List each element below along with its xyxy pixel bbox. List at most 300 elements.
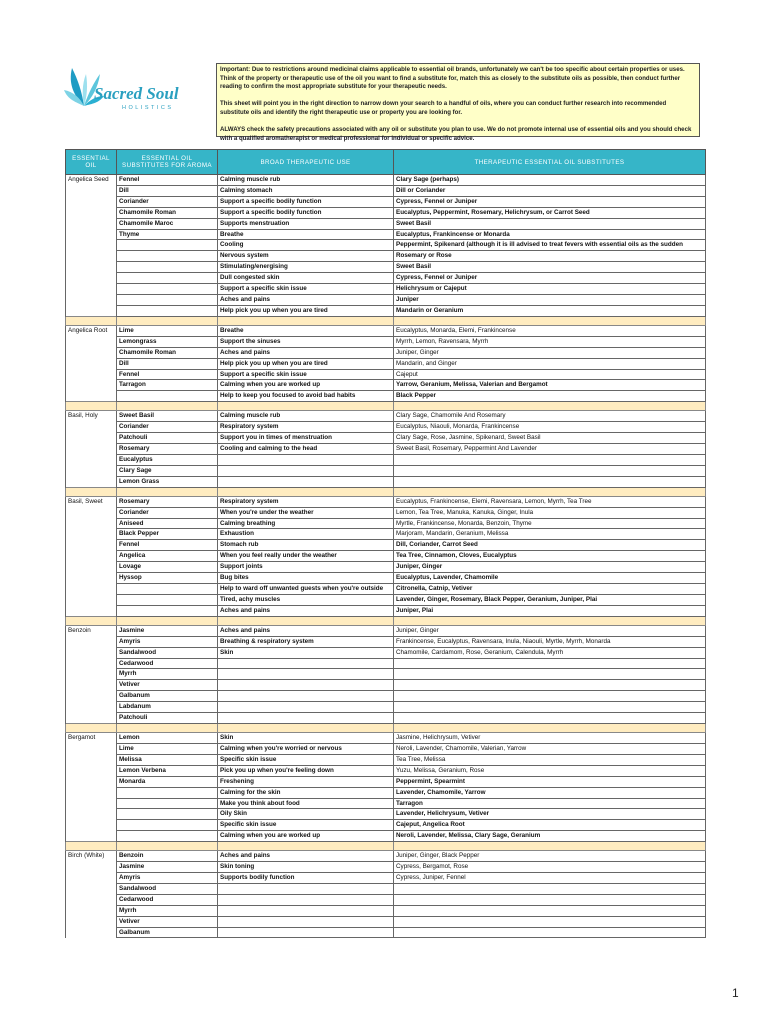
table-row [66, 702, 706, 713]
table-row [66, 809, 706, 820]
aroma-substitute-cell: Chamomile Roman [117, 207, 218, 218]
table-row [66, 551, 706, 562]
table-row [66, 680, 706, 691]
table-row [66, 605, 706, 616]
essential-oil-cell: Angelica Root [66, 325, 117, 336]
table-row [66, 625, 706, 636]
essential-oil-cell [66, 765, 117, 776]
essential-oil-cell [66, 347, 117, 358]
separator-cell [117, 842, 218, 851]
therapeutic-substitute-cell [394, 713, 706, 724]
aroma-substitute-cell: Jasmine [117, 862, 218, 873]
header-therapeutic-substitutes: THERAPEUTIC ESSENTIAL OIL SUBSTITUTES [394, 150, 706, 175]
essential-oil-cell [66, 207, 117, 218]
table-row [66, 358, 706, 369]
broad-use-cell: Bug bites [218, 573, 394, 584]
aroma-substitute-cell: Melissa [117, 754, 218, 765]
separator-cell [394, 316, 706, 325]
essential-oil-cell [66, 433, 117, 444]
broad-use-cell [218, 691, 394, 702]
broad-use-cell: Aches and pains [218, 605, 394, 616]
aroma-substitute-cell: Cedarwood [117, 658, 218, 669]
table-row [66, 185, 706, 196]
essential-oil-cell [66, 916, 117, 927]
broad-use-cell: When you feel really under the weather [218, 551, 394, 562]
table-row [66, 175, 706, 186]
essential-oil-cell [66, 454, 117, 465]
therapeutic-substitute-cell: Cypress, Juniper, Fennel [394, 873, 706, 884]
broad-use-cell [218, 669, 394, 680]
therapeutic-substitute-cell: Dill, Coriander, Carrot Seed [394, 540, 706, 551]
essential-oil-cell [66, 369, 117, 380]
aroma-substitute-cell: Monarda [117, 776, 218, 787]
therapeutic-substitute-cell: Citronella, Catnip, Vetiver [394, 584, 706, 595]
broad-use-cell: Support the sinuses [218, 336, 394, 347]
therapeutic-substitute-cell: Clary Sage (perhaps) [394, 175, 706, 186]
broad-use-cell: Stomach rub [218, 540, 394, 551]
therapeutic-substitute-cell: Helichrysum or Cajeput [394, 284, 706, 295]
table-row [66, 787, 706, 798]
aroma-substitute-cell: Benzoin [117, 851, 218, 862]
group-separator [66, 316, 706, 325]
aroma-substitute-cell [117, 831, 218, 842]
aroma-substitute-cell: Patchouli [117, 433, 218, 444]
table-row [66, 284, 706, 295]
therapeutic-substitute-cell: Sweet Basil [394, 262, 706, 273]
essential-oil-cell [66, 336, 117, 347]
therapeutic-substitute-cell: Clary Sage, Chamomile And Rosemary [394, 411, 706, 422]
table-row [66, 584, 706, 595]
aroma-substitute-cell: Fennel [117, 175, 218, 186]
therapeutic-substitute-cell: Juniper, Ginger, Black Pepper [394, 851, 706, 862]
broad-use-cell: Support you in times of menstruation [218, 433, 394, 444]
essential-oil-cell [66, 562, 117, 573]
broad-use-cell [218, 905, 394, 916]
aroma-substitute-cell [117, 787, 218, 798]
essential-oil-cell [66, 218, 117, 229]
therapeutic-substitute-cell: Lavender, Chamomile, Yarrow [394, 787, 706, 798]
broad-use-cell: Pick you up when you're feeling down [218, 765, 394, 776]
essential-oil-cell [66, 476, 117, 487]
essential-oil-cell [66, 658, 117, 669]
table-row [66, 820, 706, 831]
group-separator [66, 402, 706, 411]
table-row [66, 518, 706, 529]
separator-cell [66, 616, 117, 625]
aroma-substitute-cell: Chamomile Maroc [117, 218, 218, 229]
notice-paragraph: Important: Due to restrictions around medicinal claims applicable to essential oil brands, unfortunately we can't be too specific about certain properties or uses. Think of the property or therapeutic use of the oil you want to find a substitute for, match this as closely to the substitute oils as possible, then conduct further reading to confirm the most appropriate substitute for your therapeutic needs. [220, 66, 685, 91]
aroma-substitute-cell [117, 809, 218, 820]
broad-use-cell: Calming muscle rub [218, 411, 394, 422]
aroma-substitute-cell: Lemon Grass [117, 476, 218, 487]
aroma-substitute-cell: Dill [117, 358, 218, 369]
essential-oil-cell [66, 518, 117, 529]
table-row [66, 573, 706, 584]
broad-use-cell: Respiratory system [218, 496, 394, 507]
table-row [66, 476, 706, 487]
essential-oil-cell [66, 776, 117, 787]
table-row [66, 411, 706, 422]
broad-use-cell: Help to ward off unwanted guests when you're outside [218, 584, 394, 595]
therapeutic-substitute-cell: Juniper, Ginger [394, 562, 706, 573]
table-row [66, 391, 706, 402]
essential-oil-cell: Birch (White) [66, 851, 117, 862]
broad-use-cell: Support joints [218, 562, 394, 573]
broad-use-cell [218, 658, 394, 669]
separator-cell [218, 723, 394, 732]
table-row [66, 636, 706, 647]
essential-oil-cell [66, 702, 117, 713]
essential-oil-cell: Benzoin [66, 625, 117, 636]
separator-cell [117, 723, 218, 732]
therapeutic-substitute-cell: Tea Tree, Melissa [394, 754, 706, 765]
table-header-row [66, 150, 706, 175]
separator-cell [218, 402, 394, 411]
therapeutic-substitute-cell [394, 454, 706, 465]
essential-oil-cell [66, 391, 117, 402]
essential-oil-cell [66, 251, 117, 262]
aroma-substitute-cell: Black Pepper [117, 529, 218, 540]
table-row [66, 540, 706, 551]
broad-use-cell [218, 454, 394, 465]
table-row [66, 251, 706, 262]
separator-cell [117, 402, 218, 411]
brand-logo [64, 66, 214, 126]
table-row [66, 851, 706, 862]
table-row [66, 496, 706, 507]
essential-oil-cell [66, 905, 117, 916]
table-row [66, 894, 706, 905]
table-row [66, 444, 706, 455]
table-row [66, 196, 706, 207]
therapeutic-substitute-cell: Tarragon [394, 798, 706, 809]
table-row [66, 927, 706, 938]
table-row [66, 873, 706, 884]
essential-oil-cell [66, 262, 117, 273]
essential-oil-cell [66, 636, 117, 647]
therapeutic-substitute-cell: Eucalyptus, Monarda, Elemi, Frankincense [394, 325, 706, 336]
therapeutic-substitute-cell: Juniper, Ginger [394, 625, 706, 636]
broad-use-cell: Skin [218, 647, 394, 658]
therapeutic-substitute-cell [394, 905, 706, 916]
therapeutic-substitute-cell: Dill or Coriander [394, 185, 706, 196]
aroma-substitute-cell [117, 262, 218, 273]
aroma-substitute-cell: Myrrh [117, 669, 218, 680]
aroma-substitute-cell: Lemongrass [117, 336, 218, 347]
essential-oil-cell [66, 284, 117, 295]
aroma-substitute-cell: Coriander [117, 422, 218, 433]
table-row [66, 347, 706, 358]
aroma-substitute-cell: Hyssop [117, 573, 218, 584]
group-separator [66, 616, 706, 625]
therapeutic-substitute-cell [394, 691, 706, 702]
broad-use-cell: Respiratory system [218, 422, 394, 433]
separator-cell [66, 842, 117, 851]
essential-oil-cell [66, 584, 117, 595]
aroma-substitute-cell: Amyris [117, 636, 218, 647]
broad-use-cell: Calming for the skin [218, 787, 394, 798]
broad-use-cell: Dull congested skin [218, 273, 394, 284]
table-row [66, 218, 706, 229]
aroma-substitute-cell: Lime [117, 743, 218, 754]
header-aroma-substitutes: ESSENTIAL OIL SUBSTITUTES FOR AROMA [117, 150, 218, 175]
therapeutic-substitute-cell [394, 476, 706, 487]
therapeutic-substitute-cell: Rosemary or Rose [394, 251, 706, 262]
aroma-substitute-cell [117, 305, 218, 316]
therapeutic-substitute-cell [394, 658, 706, 669]
therapeutic-substitute-cell: Eucalyptus, Peppermint, Rosemary, Helichrysum, or Carrot Seed [394, 207, 706, 218]
aroma-substitute-cell: Rosemary [117, 444, 218, 455]
table-row [66, 325, 706, 336]
broad-use-cell: Help pick you up when you are tired [218, 305, 394, 316]
broad-use-cell: Cooling [218, 240, 394, 251]
separator-cell [394, 616, 706, 625]
therapeutic-substitute-cell: Cypress, Fennel or Juniper [394, 273, 706, 284]
therapeutic-substitute-cell: Mandarin or Geranium [394, 305, 706, 316]
therapeutic-substitute-cell: Sweet Basil, Rosemary, Peppermint And Lavender [394, 444, 706, 455]
notice-paragraph: This sheet will point you in the right direction to narrow down your search to a handful of oils, where you can conduct further research into recommended substitute oils and identify the right therapeutic use or property you are looking for. [220, 100, 667, 116]
broad-use-cell [218, 916, 394, 927]
aroma-substitute-cell: Fennel [117, 540, 218, 551]
broad-use-cell: Freshening [218, 776, 394, 787]
table-row [66, 240, 706, 251]
therapeutic-substitute-cell [394, 883, 706, 894]
therapeutic-substitute-cell: Marjoram, Mandarin, Geranium, Melissa [394, 529, 706, 540]
aroma-substitute-cell: Jasmine [117, 625, 218, 636]
essential-oil-cell [66, 529, 117, 540]
essential-oil-cell [66, 809, 117, 820]
table-row [66, 529, 706, 540]
therapeutic-substitute-cell: Eucalyptus, Frankincense, Elemi, Ravensara, Lemon, Myrrh, Tea Tree [394, 496, 706, 507]
therapeutic-substitute-cell [394, 916, 706, 927]
broad-use-cell: Stimulating/energising [218, 262, 394, 273]
aroma-substitute-cell: Eucalyptus [117, 454, 218, 465]
aroma-substitute-cell [117, 391, 218, 402]
essential-oil-cell [66, 873, 117, 884]
table-row [66, 765, 706, 776]
therapeutic-substitute-cell [394, 680, 706, 691]
broad-use-cell [218, 702, 394, 713]
therapeutic-substitute-cell: Cypress, Bergamot, Rose [394, 862, 706, 873]
page-number: 1 [732, 986, 739, 1000]
therapeutic-substitute-cell: Neroli, Lavender, Melissa, Clary Sage, Geranium [394, 831, 706, 842]
therapeutic-substitute-cell [394, 927, 706, 938]
table-row [66, 798, 706, 809]
separator-cell [218, 842, 394, 851]
table-row [66, 336, 706, 347]
therapeutic-substitute-cell: Jasmine, Helichrysum, Vetiver [394, 733, 706, 744]
table-row [66, 905, 706, 916]
essential-oil-cell: Angelica Seed [66, 175, 117, 186]
broad-use-cell: Specific skin issue [218, 820, 394, 831]
essential-oil-cell [66, 507, 117, 518]
aroma-substitute-cell: Coriander [117, 507, 218, 518]
therapeutic-substitute-cell: Black Pepper [394, 391, 706, 402]
table-row [66, 380, 706, 391]
aroma-substitute-cell [117, 294, 218, 305]
essential-oil-cell [66, 713, 117, 724]
table-row [66, 691, 706, 702]
aroma-substitute-cell: Cedarwood [117, 894, 218, 905]
essential-oil-cell: Basil, Sweet [66, 496, 117, 507]
essential-oil-cell [66, 927, 117, 938]
aroma-substitute-cell: Amyris [117, 873, 218, 884]
table-row [66, 273, 706, 284]
table-row [66, 454, 706, 465]
aroma-substitute-cell: Galbanum [117, 927, 218, 938]
aroma-substitute-cell: Patchouli [117, 713, 218, 724]
essential-oil-cell [66, 380, 117, 391]
separator-cell [66, 487, 117, 496]
therapeutic-substitute-cell [394, 669, 706, 680]
therapeutic-substitute-cell [394, 465, 706, 476]
group-separator [66, 842, 706, 851]
broad-use-cell: Nervous system [218, 251, 394, 262]
therapeutic-substitute-cell: Clary Sage, Rose, Jasmine, Spikenard, Sweet Basil [394, 433, 706, 444]
aroma-substitute-cell: Rosemary [117, 496, 218, 507]
therapeutic-substitute-cell: Myrrh, Lemon, Ravensara, Myrrh [394, 336, 706, 347]
essential-oil-cell [66, 273, 117, 284]
broad-use-cell [218, 883, 394, 894]
table-row [66, 743, 706, 754]
aroma-substitute-cell: Dill [117, 185, 218, 196]
broad-use-cell: Calming when you are worked up [218, 831, 394, 842]
broad-use-cell: Skin [218, 733, 394, 744]
aroma-substitute-cell: Fennel [117, 369, 218, 380]
separator-cell [218, 316, 394, 325]
therapeutic-substitute-cell: Mandarin, and Ginger [394, 358, 706, 369]
broad-use-cell: Tired, achy muscles [218, 594, 394, 605]
aroma-substitute-cell [117, 605, 218, 616]
therapeutic-substitute-cell: Yarrow, Geranium, Melissa, Valerian and Bergamot [394, 380, 706, 391]
essential-oil-cell [66, 240, 117, 251]
aroma-substitute-cell: Sandalwood [117, 647, 218, 658]
separator-cell [117, 487, 218, 496]
essential-oil-cell [66, 422, 117, 433]
aroma-substitute-cell [117, 820, 218, 831]
table-row [66, 305, 706, 316]
logo-subtitle: HOLISTICS [122, 105, 174, 111]
separator-cell [394, 487, 706, 496]
therapeutic-substitute-cell: Cajeput, Angelica Root [394, 820, 706, 831]
broad-use-cell [218, 894, 394, 905]
separator-cell [117, 316, 218, 325]
table-row [66, 294, 706, 305]
broad-use-cell: Aches and pains [218, 851, 394, 862]
aroma-substitute-cell [117, 584, 218, 595]
aroma-substitute-cell: Lime [117, 325, 218, 336]
aroma-substitute-cell: Lemon [117, 733, 218, 744]
aroma-substitute-cell: Angelica [117, 551, 218, 562]
therapeutic-substitute-cell: Eucalyptus, Niaouli, Monarda, Frankincense [394, 422, 706, 433]
broad-use-cell: Breathe [218, 325, 394, 336]
therapeutic-substitute-cell: Cypress, Fennel or Juniper [394, 196, 706, 207]
essential-oil-cell: Basil, Holy [66, 411, 117, 422]
table-row [66, 733, 706, 744]
broad-use-cell [218, 927, 394, 938]
essential-oil-cell [66, 862, 117, 873]
table-row [66, 562, 706, 573]
essential-oil-cell [66, 465, 117, 476]
essential-oil-cell [66, 787, 117, 798]
therapeutic-substitute-cell: Lemon, Tea Tree, Manuka, Kanuka, Ginger, Inula [394, 507, 706, 518]
broad-use-cell: Calming when you are worked up [218, 380, 394, 391]
essential-oil-cell [66, 820, 117, 831]
table-row [66, 862, 706, 873]
broad-use-cell: Breathe [218, 229, 394, 240]
separator-cell [117, 616, 218, 625]
separator-cell [218, 487, 394, 496]
table-row [66, 422, 706, 433]
aroma-substitute-cell: Aniseed [117, 518, 218, 529]
table-row [66, 465, 706, 476]
aroma-substitute-cell: Sweet Basil [117, 411, 218, 422]
broad-use-cell: Calming when you're worried or nervous [218, 743, 394, 754]
aroma-substitute-cell [117, 240, 218, 251]
separator-cell [394, 402, 706, 411]
therapeutic-substitute-cell: Myrtle, Frankincense, Monarda, Benzoin, Thyme [394, 518, 706, 529]
essential-oil-cell [66, 669, 117, 680]
group-separator [66, 723, 706, 732]
therapeutic-substitute-cell: Peppermint, Spearmint [394, 776, 706, 787]
essential-oil-cell [66, 358, 117, 369]
broad-use-cell: Aches and pains [218, 625, 394, 636]
table-row [66, 713, 706, 724]
aroma-substitute-cell: Coriander [117, 196, 218, 207]
aroma-substitute-cell: Galbanum [117, 691, 218, 702]
essential-oil-cell [66, 883, 117, 894]
aroma-substitute-cell: Vetiver [117, 680, 218, 691]
broad-use-cell: Calming muscle rub [218, 175, 394, 186]
table-row [66, 207, 706, 218]
broad-use-cell [218, 680, 394, 691]
therapeutic-substitute-cell: Frankincense, Eucalyptus, Ravensara, Inula, Niaouli, Myrtle, Myrrh, Monarda [394, 636, 706, 647]
header-essential-oil: ESSENTIAL OIL [66, 150, 117, 175]
essential-oil-cell [66, 798, 117, 809]
aroma-substitute-cell: Vetiver [117, 916, 218, 927]
essential-oil-cell [66, 551, 117, 562]
broad-use-cell: Aches and pains [218, 294, 394, 305]
therapeutic-substitute-cell: Lavender, Helichrysum, Vetiver [394, 809, 706, 820]
separator-cell [218, 616, 394, 625]
aroma-substitute-cell: Tarragon [117, 380, 218, 391]
essential-oil-cell [66, 831, 117, 842]
broad-use-cell: Exhaustion [218, 529, 394, 540]
broad-use-cell: Calming breathing [218, 518, 394, 529]
table-row [66, 647, 706, 658]
therapeutic-substitute-cell: Peppermint, Spikenard (although it is ill advised to treat fevers with essential oils as the sudden [394, 240, 706, 251]
aroma-substitute-cell: Labdanum [117, 702, 218, 713]
therapeutic-substitute-cell [394, 702, 706, 713]
therapeutic-substitute-cell: Sweet Basil [394, 218, 706, 229]
separator-cell [66, 723, 117, 732]
broad-use-cell: Supports bodily function [218, 873, 394, 884]
broad-use-cell: Skin toning [218, 862, 394, 873]
table-row [66, 831, 706, 842]
aroma-substitute-cell: Clary Sage [117, 465, 218, 476]
therapeutic-substitute-cell: Neroli, Lavender, Chamomile, Valerian, Yarrow [394, 743, 706, 754]
broad-use-cell: Supports menstruation [218, 218, 394, 229]
table-row [66, 433, 706, 444]
essential-oil-cell [66, 680, 117, 691]
essential-oil-cell [66, 647, 117, 658]
therapeutic-substitute-cell: Juniper [394, 294, 706, 305]
therapeutic-substitute-cell: Cajeput [394, 369, 706, 380]
broad-use-cell [218, 465, 394, 476]
group-separator [66, 487, 706, 496]
therapeutic-substitute-cell: Tea Tree, Cinnamon, Cloves, Eucalyptus [394, 551, 706, 562]
logo-name: Sacred Soul [94, 84, 179, 103]
